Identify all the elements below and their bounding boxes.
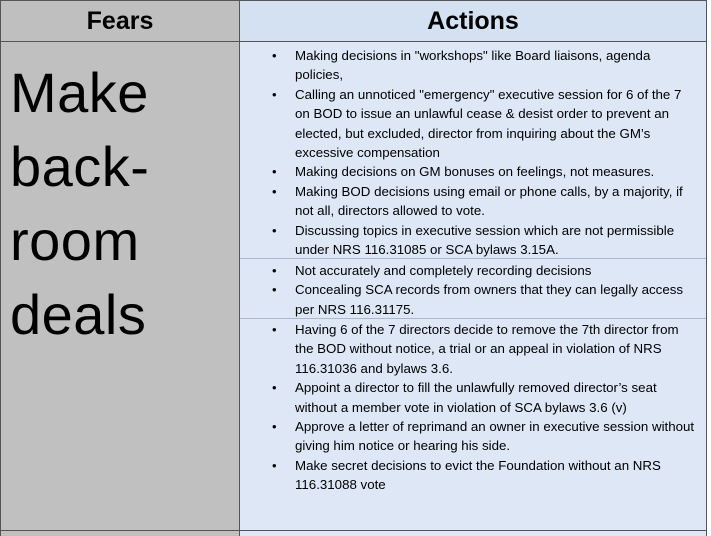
action-item: • Making decisions in "workshops" like Board liaisons, agenda policies, bbox=[240, 46, 706, 85]
next-row-actions-cell bbox=[240, 531, 707, 536]
actions-column-header: Actions bbox=[240, 0, 707, 42]
fear-text-line: deals bbox=[10, 283, 147, 346]
fears-cell bbox=[0, 42, 240, 530]
action-item: • Making decisions on GM bonuses on feelings, not measures. bbox=[240, 162, 706, 181]
fear-text bbox=[10, 56, 235, 352]
action-item: • Make secret decisions to evict the Foundation without an NRS 116.31088 vote bbox=[240, 456, 706, 495]
action-item: • Discussing topics in executive session which are not permissible under NRS 116.31085 or SCA bylaws 3.15A. bbox=[240, 221, 706, 260]
fear-text-line: Make bbox=[10, 61, 149, 124]
action-item: • Having 6 of the 7 directors decide to remove the 7th director from the BOD without notice, a trial or an appeal in violation of NRS 116.31036 and bylaws 3.6. bbox=[240, 320, 706, 378]
fear-text-line: room bbox=[10, 209, 140, 272]
next-row-fears-cell bbox=[0, 531, 240, 536]
fears-column-header: Fears bbox=[0, 0, 240, 42]
action-list bbox=[240, 46, 706, 259]
action-list bbox=[240, 261, 706, 319]
action-item: • Not accurately and completely recording decisions bbox=[240, 261, 706, 280]
action-item: • Concealing SCA records from owners that they can legally access per NRS 116.31175. bbox=[240, 280, 706, 319]
fear-text-line: back- bbox=[10, 135, 150, 198]
action-item: • Calling an unnoticed "emergency" executive session for 6 of the 7 on BOD to issue an unlawful cease & desist order to prevent an elected, but excluded, director from inquiring about the GM’s excessive compensation bbox=[240, 85, 706, 163]
action-item: • Appoint a director to fill the unlawfully removed director’s seat without a member vote in violation of SCA bylaws 3.6 (v) bbox=[240, 378, 706, 417]
action-item: • Making BOD decisions using email or phone calls, by a majority, if not all, directors allowed to vote. bbox=[240, 182, 706, 221]
action-item: • Approve a letter of reprimand an owner in executive session without giving him notice or hearing his side. bbox=[240, 417, 706, 456]
action-list bbox=[240, 320, 706, 495]
actions-cell bbox=[240, 42, 707, 530]
action-group bbox=[240, 46, 706, 259]
action-group bbox=[240, 318, 706, 495]
action-group bbox=[240, 258, 706, 319]
